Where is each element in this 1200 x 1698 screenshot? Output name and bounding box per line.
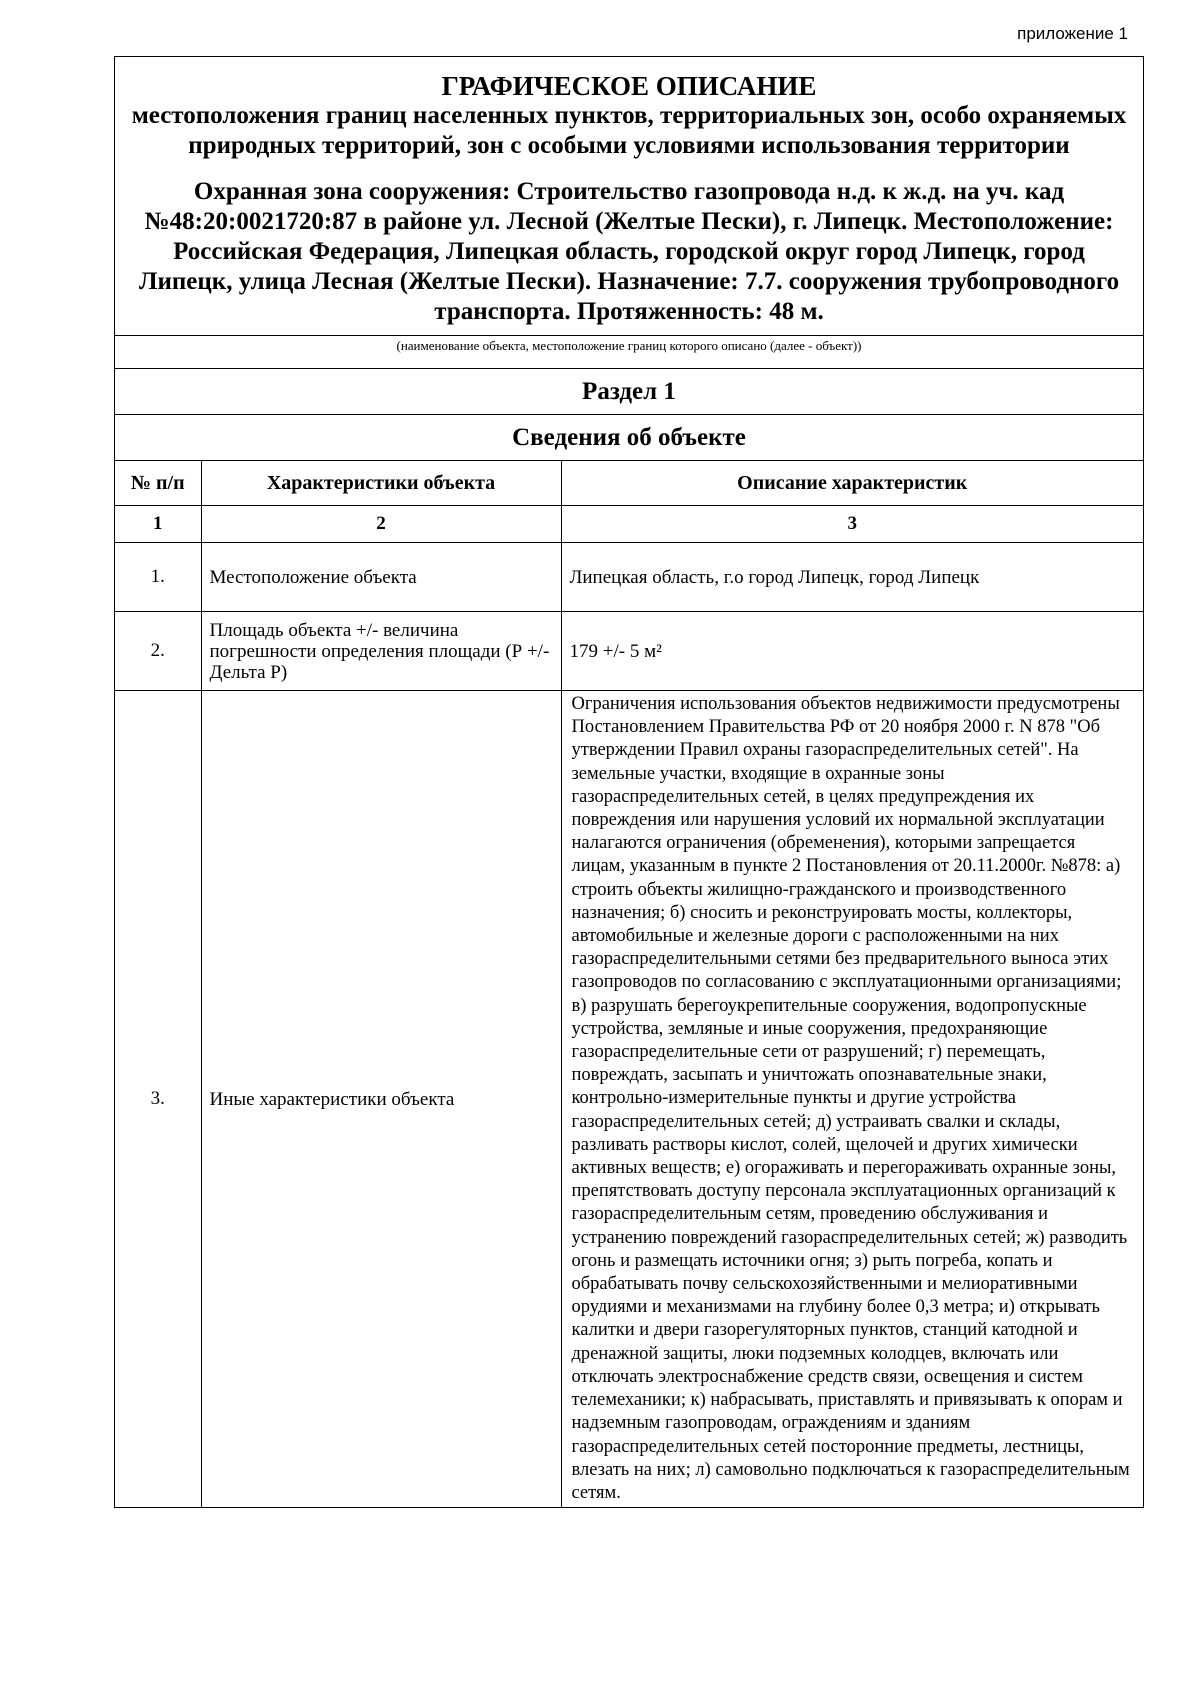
row-characteristic: Местоположение объекта	[201, 543, 561, 612]
column-number: 1	[115, 506, 201, 543]
table-header-row	[115, 461, 1143, 506]
header-characteristics: Характеристики объекта	[201, 461, 561, 506]
document-header	[115, 57, 1143, 336]
row-number: 2.	[115, 612, 201, 691]
row-number: 3.	[115, 691, 201, 1508]
object-info-table	[115, 461, 1143, 1507]
column-numbers-row	[115, 506, 1143, 543]
header-description: Описание характеристик	[561, 461, 1143, 506]
column-number: 3	[561, 506, 1143, 543]
document-subtitle: местоположения границ населенных пунктов, территориальных зон, особо охраняемых природных территорий, зон с особыми условиями использования территории	[131, 102, 1127, 159]
row-description: 179 +/- 5 м²	[561, 612, 1143, 691]
table-row	[115, 691, 1143, 1508]
header-num: № п/п	[130, 471, 185, 494]
row-characteristic: Площадь объекта +/- величина погрешности определения площади (Р +/- Дельта Р)	[201, 612, 561, 691]
row-description: Ограничения использования объектов недвижимости предусмотрены Постановлением Правительства РФ от 20 ноября 2000 г. N 878 "Об утверждении Правил охраны газораспределительных сетей". На земельные участки, входящие в охранные зоны газораспределительных сетей, в целях предупреждения их повреждения или нарушения условий их нормальной эксплуатации налагаются ограничения (обременения), которыми запрещается лицам, указанным в пункте 2 Постановления от 20.11.2000г. №878: а) строить объекты жилищно-гражданского и производственного назначения; б) сносить и реконструировать мосты, коллекторы, автомобильные и железные дороги с расположенными на них газораспределительными сетями без предварительного выноса этих газопроводов по согласованию с эксплуатационными организациями; в) разрушать берегоукрепительные сооружения, водопропускные устройства, земляные и иные сооружения, предохраняющие газораспределительные сети от разрушений; г) перемещать, повреждать, засыпать и уничтожать опознавательные знаки, контрольно-измерительные пункты и другие устройства газораспределительных сетей; д) устраивать свалки и склады, разливать растворы кислот, солей, щелочей и других химически активных веществ; е) огораживать и перегораживать охранные зоны, препятствовать доступу персонала эксплуатационных организаций к газораспределительным сетям, проведению обслуживания и устранению повреждений газораспределительных сетей; ж) разводить огонь и размещать источники огня; з) рыть погреба, копать и обрабатывать почву сельскохозяйственными и мелиоративными орудиями и механизмами на глубину более 0,3 метра; и) открывать калитки и двери газорегуляторных пунктов, станций катодной и дренажной защиты, люки подземных колодцев, включать или отключать электроснабжение средств связи, освещения и систем телемеханики; к) набрасывать, приставлять и привязывать к опорам и надземным газопроводам, ограждениям и зданиям газораспределительных сетей посторонние предметы, лестницы, влезать на них; л) самовольно подключаться к газораспределительным сетям.	[561, 691, 1143, 1508]
section-subtitle: Сведения об объекте	[115, 415, 1143, 461]
section-title: Раздел 1	[115, 369, 1143, 415]
row-description: Липецкая область, г.о город Липецк, город Липецк	[561, 543, 1143, 612]
column-number: 2	[201, 506, 561, 543]
object-caption: (наименование объекта, местоположение границ которого описано (далее - объект))	[115, 336, 1143, 369]
row-number: 1.	[115, 543, 201, 612]
document-title: ГРАФИЧЕСКОЕ ОПИСАНИЕ	[441, 71, 817, 101]
row-characteristic: Иные характеристики объекта	[201, 691, 561, 1508]
object-name: Охранная зона сооружения: Строительство газопровода н.д. к ж.д. на уч. кад №48:20:0021720:87 в районе ул. Лесной (Желтые Пески), г. Липецк. Местоположение: Российская Федерация, Липецкая область, городской округ город Липецк, город Липецк, улица Лесная (Желтые Пески). Назначение: 7.7. сооружения трубопроводного транспорта. Протяженность: 48 м.	[138, 178, 1120, 325]
table-row	[115, 543, 1143, 612]
table-row	[115, 612, 1143, 691]
appendix-label: приложение 1	[1017, 24, 1128, 43]
document-frame	[114, 56, 1144, 1508]
